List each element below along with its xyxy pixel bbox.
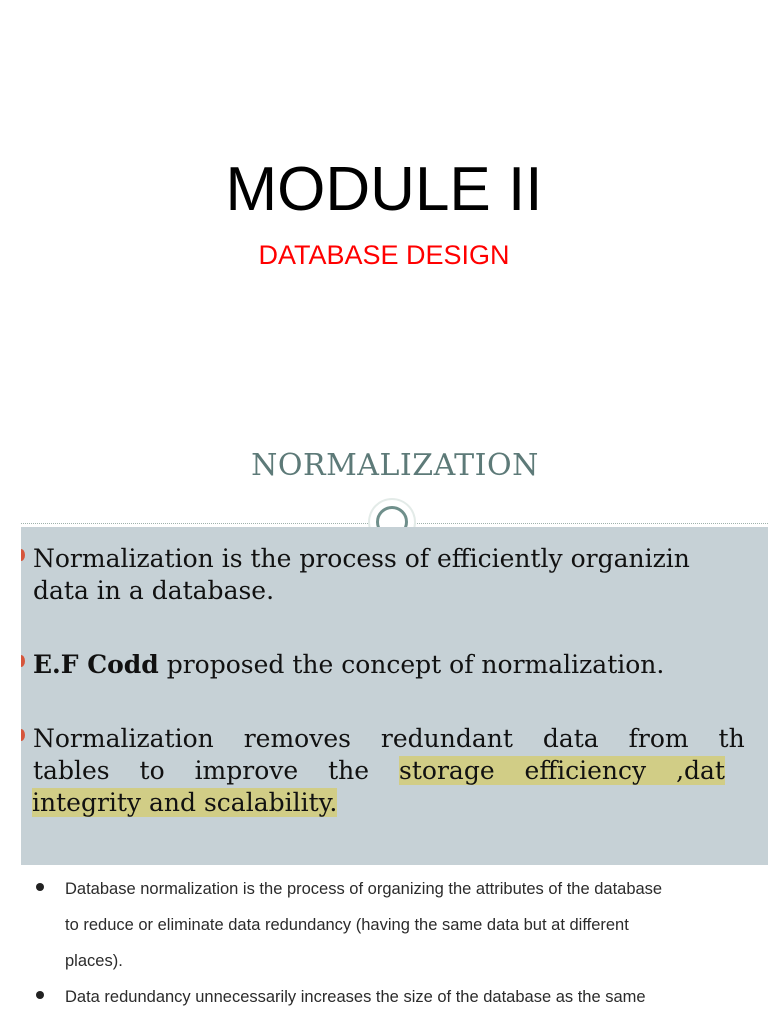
note-1-line-2: to reduce or eliminate data redundancy (having the same data but at different	[65, 916, 629, 934]
bullet-3-highlight-2: integrity and scalability.	[32, 788, 338, 817]
bullet-2-text: proposed the concept of normalization.	[158, 650, 665, 679]
bullet-3-line-1: Normalization removes redundant data from th	[33, 724, 745, 753]
note-1-line-1: Database normalization is the process of organizing the attributes of the database	[65, 880, 663, 898]
note-1-line-3: places).	[65, 952, 123, 970]
note-2-line-1: Data redundancy unnecessarily increases the size of the database as the same	[65, 988, 646, 1006]
slide-content-box	[21, 527, 768, 865]
bullet-3-highlight-1: storage efficiency ,dat	[399, 756, 725, 785]
bullet-dot-icon	[36, 883, 44, 891]
bullet-2-line	[33, 649, 664, 681]
bullet-1-line-2: data in a database.	[33, 576, 275, 605]
bullet-3-line-3	[32, 787, 337, 819]
bullet-dot-icon	[36, 991, 44, 999]
bullet-1-line-1: Normalization is the process of efficiently organizin	[33, 544, 690, 573]
module-title: MODULE II	[225, 155, 543, 224]
slide-title: NORMALIZATION	[251, 448, 539, 483]
bullet-marker-icon	[21, 549, 25, 561]
bullet-3-line-2	[33, 755, 725, 787]
bullet-marker-icon	[21, 655, 25, 667]
module-subtitle: DATABASE DESIGN	[258, 240, 510, 270]
bullet-marker-icon	[21, 729, 25, 741]
bullet-3-line-2-text: tables to improve the	[33, 756, 400, 785]
bullet-2-bold-name: E.F Codd	[33, 650, 159, 679]
